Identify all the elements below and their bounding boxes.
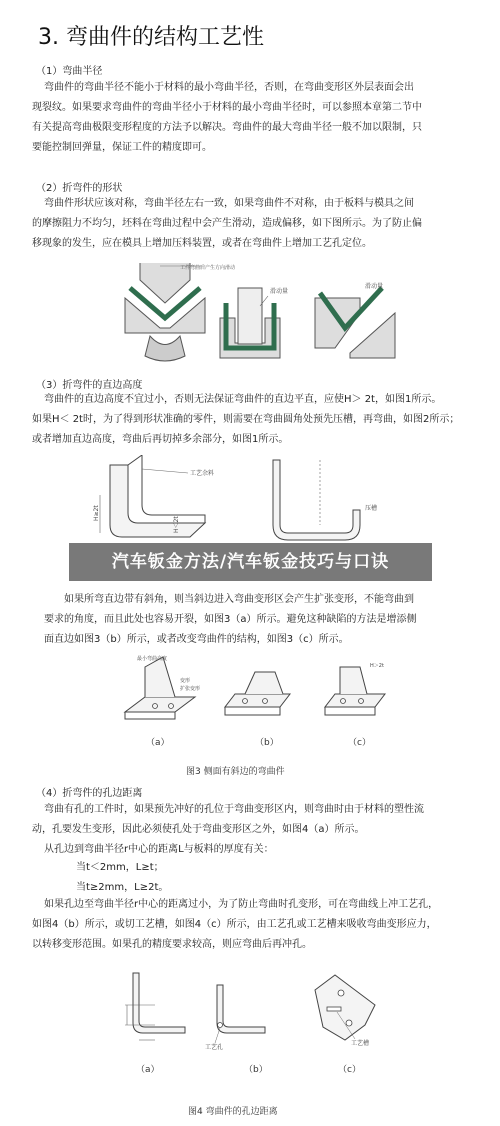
text-line: 以转移变形范围。如果孔的精度要求较高，则应弯曲后再冲孔。 <box>32 939 312 950</box>
fig-note: 滑动量 <box>365 283 384 290</box>
text-line: 或者增加直边高度，弯曲后再切掉多余部分，如图1所示。 <box>32 434 289 445</box>
fig-label: H＞2t <box>370 663 384 669</box>
section-1-body <box>32 78 422 158</box>
fig-label: 最小弯曲高度 <box>137 656 168 662</box>
section-1-heading: （1）弯曲半径 <box>36 66 103 77</box>
text-line: 当t≥2mm，L≥2t。 <box>76 882 169 893</box>
text-line: 如图4（b）所示，或切工艺槽，如图4（c）所示，由工艺孔或工艺槽来吸收弯曲变形应力， <box>32 919 437 930</box>
subfig-label-c: （c） <box>348 738 371 748</box>
fig-note: 滑动量 <box>270 288 289 295</box>
text-line: 当t＜2mm，L≥t； <box>76 862 164 873</box>
subfig-label-c: （c） <box>338 1065 361 1075</box>
text-line: 有关提高弯曲极限变形程度的方法予以解决。弯曲件的最大弯曲半径一般不加以限制，只 <box>32 122 422 133</box>
figure-4-caption: 图4 弯曲件的孔边距离 <box>188 1107 278 1117</box>
text-line: 弯曲件形状应该对称，弯曲半径左右一致，如果弯曲件不对称，由于板料与模具之间 <box>44 198 414 209</box>
section-2-heading: （2）折弯件的形状 <box>36 183 123 194</box>
subfig-label-b: （b） <box>244 1065 268 1075</box>
section-4-body-2 <box>32 895 438 955</box>
fig-label: H≥2t <box>93 505 100 521</box>
fig-label: 工艺槽 <box>351 1040 370 1047</box>
text-line: 弯曲件的直边高度不宜过小，否则无法保证弯曲件的直边平直，应使H＞ 2t，如图1所示。 <box>44 394 442 405</box>
text-line: 弯曲件的弯曲半径不能小于材料的最小弯曲半径，否则，在弯曲变形区外层表面会出 <box>44 82 414 93</box>
text-line: 要求的角度，而且此处也容易开裂，如图3（a）所示。避免这种缺陷的方法是增添侧 <box>44 614 417 625</box>
figure-3 <box>115 652 395 727</box>
section-3-heading: （3）折弯件的直边高度 <box>36 380 143 391</box>
text-line: 移现象的发生，应在模具上增加压料装置，或者在弯曲件上增加工艺孔定位。 <box>32 238 372 249</box>
section-3-body <box>32 390 459 450</box>
fig-label: 压槽 <box>365 505 378 512</box>
subfig-label-a: （a） <box>136 1065 160 1075</box>
text-line: 如果所弯直边带有斜角，则当斜边进入弯曲变形区会产生扩张变形，不能弯曲到 <box>64 594 414 605</box>
section-4-heading: （4）折弯件的孔边距离 <box>36 788 143 799</box>
subfig-label-a: （a） <box>146 738 170 748</box>
text-line: 从孔边到弯曲半径r中心的距离L与板料的厚度有关： <box>44 844 274 855</box>
section-2-body <box>32 194 422 254</box>
edge-height-figure <box>80 455 420 545</box>
fig-label: 变形 <box>180 678 191 684</box>
text-line: 的摩擦阻力不均匀，坯料在弯曲过程中会产生滑动，造成偏移，如下图所示。为了防止偏 <box>32 218 422 229</box>
text-line: 现裂纹。如果要求弯曲件的弯曲半径小于材料的最小弯曲半径时，可以参照本章第二节中 <box>32 102 422 113</box>
text-line: 动，孔要发生变形，因此必须使孔处于弯曲变形区之外，如图4（a）所示。 <box>32 824 365 835</box>
figure-4 <box>105 965 405 1050</box>
fig-label: 工艺孔 <box>205 1044 224 1050</box>
figure-3-caption: 图3 侧面有斜边的弯曲件 <box>186 767 285 777</box>
section-4-conditions <box>76 858 168 898</box>
fig-note: 工件弯曲后产生方向滑动 <box>180 265 236 271</box>
text-line: 弯曲有孔的工件时，如果预先冲好的孔位于弯曲变形区内，则弯曲时由于材料的塑性流 <box>44 804 424 815</box>
page-title: 3. 弯曲件的结构工艺性 <box>38 25 264 50</box>
watermark-banner: 汽车钣金方法/汽车钣金技巧与口诀 <box>69 543 432 581</box>
fig-label: 工艺余料 <box>190 470 215 477</box>
subfig-label-b: （b） <box>255 738 279 748</box>
section-3b-body <box>44 590 417 650</box>
text-line: 如果H＜ 2t时，为了得到形状准确的零件，则需要在弯曲圆角处预先压槽，再弯曲，如图2所示； <box>32 414 460 425</box>
text-line: 要能控制回弹量，保证工件的精度即可。 <box>32 142 212 153</box>
offset-figure <box>120 258 400 368</box>
section-4-body <box>32 800 424 860</box>
text-line: 面直边如图3（b）所示，或者改变弯曲件的结构，如图3（c）所示。 <box>44 634 349 645</box>
fig-label: H＜2t <box>173 516 180 533</box>
text-line: 如果孔边至弯曲半径r中心的距离过小，为了防止弯曲时孔变形，可在弯曲线上冲工艺孔， <box>44 899 439 910</box>
fig-label: 扩张变形 <box>180 686 201 692</box>
